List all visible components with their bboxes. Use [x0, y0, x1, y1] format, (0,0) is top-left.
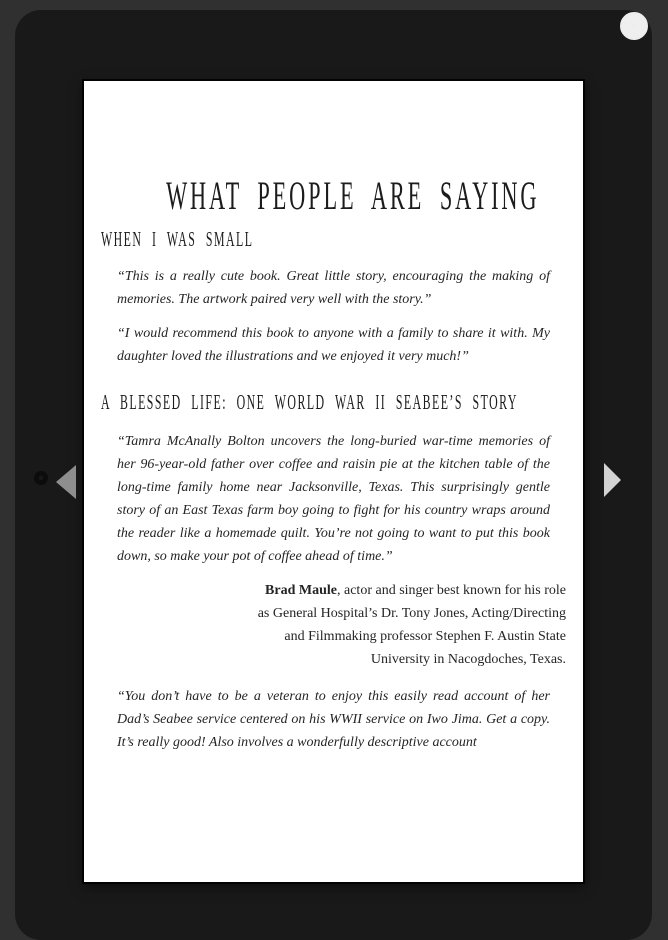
document-page [84, 81, 583, 882]
book-heading-when-i-was-small: WHEN I WAS SMALL [101, 229, 254, 252]
loading-ring-icon [34, 471, 48, 485]
prev-arrow-icon [56, 465, 76, 499]
next-button[interactable] [604, 463, 628, 499]
prev-button[interactable] [30, 458, 82, 506]
next-arrow-icon [604, 463, 621, 497]
document-page-content [84, 81, 583, 754]
testimonial-quote: “This is a really cute book. Great little story, encouraging the making of memories. The artwork paired very well with the story.” [117, 269, 550, 307]
book-heading-a-blessed-life: A BLESSED LIFE: ONE WORLD WAR II SEABEE’S STORY [101, 392, 518, 415]
page-title: WHAT PEOPLE ARE SAYING [166, 172, 540, 219]
testimonial-attribution [251, 579, 566, 671]
testimonial-quote-truncated: “You don’t have to be a veteran to enjoy this easily read account of her Dad’s Seabee service centered on his WWII service on Iwo Jima. Get a copy. It’s really good! Also involves a wonderfully descriptive account [117, 689, 550, 750]
testimonial-quote: “Tamra McAnally Bolton uncovers the long-buried war-time memories of her 96-year-old father over coffee and raisin pie at the kitchen table of the long-time family home near Jacksonville, Texas. This surprisingly gentle story of an East Texas farm boy going to fight for his country wraps around the reader like a homemade quilt. You’re not going to want to put this book down, so make your pot of coffee ahead of time.” [117, 434, 550, 564]
testimonial-quote: “I would recommend this book to anyone with a family to share it with. My daughter loved the illustrations and we enjoyed it very much!” [117, 326, 550, 364]
close-button[interactable] [620, 12, 648, 40]
close-icon: ✕ [628, 18, 640, 34]
attribution-name: Brad Maule [265, 583, 337, 598]
attribution-details: , actor and singer best known for his role as General Hospital’s Dr. Tony Jones, Acting/Directing and Filmmaking professor Stephen F. Austin State University in Nacogdoches, Texas. [257, 583, 566, 667]
